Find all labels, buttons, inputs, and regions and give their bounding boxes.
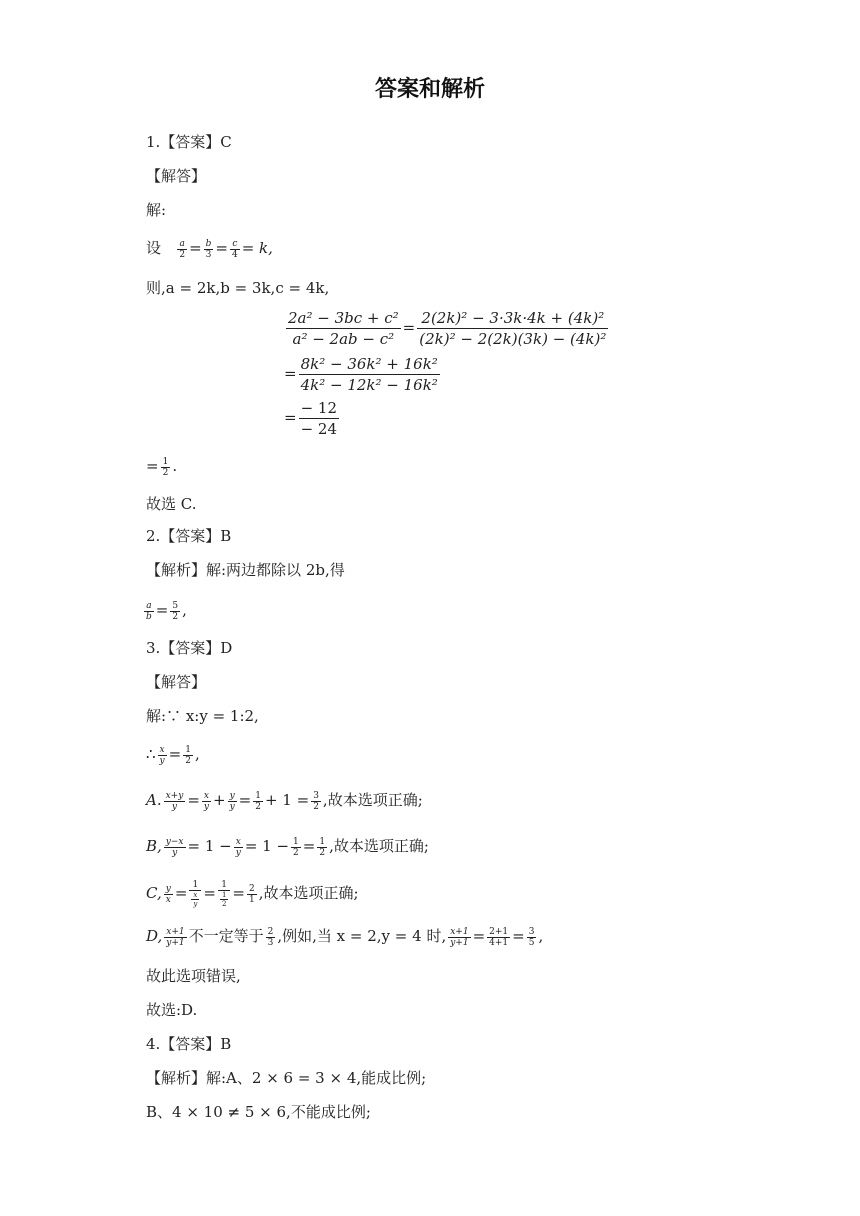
q1-jie: 解: bbox=[146, 201, 167, 219]
q1-step2: = $\frac{\text{8k² − 36k² + 16k²}}{\text{4k² − 12k² − 16k²}}$ bbox=[284, 355, 438, 394]
q3-option-c: C, $\frac{y}{x}$ = $\frac{1}{\frac{x}{y}}$ = $\frac{1}{\frac{1}{2}}$ = $\frac{2}{1}$ ,故本选项正确; bbox=[146, 880, 359, 908]
fraction-step3: $\frac{- 12}{- 24}$ bbox=[300, 399, 338, 438]
q3-d-note: 故此选项错误, bbox=[146, 967, 241, 985]
q2-analysis: 【解析】解:两边都除以 2b,得 bbox=[146, 561, 345, 579]
q3-jieda-label: 【解答】 bbox=[146, 673, 207, 691]
q1-let-rhs: = k, bbox=[241, 239, 273, 257]
fraction-step1-rhs: $\frac{\text{2(2k)² − 3·3k·4k + (4k)²}}{\text{(2k)² − 2(2k)(3k) − (4k)²}}$ bbox=[419, 309, 607, 348]
q3-option-a: A. $\frac{x+y}{y}$ = $\frac{x}{y}$ + $\frac{y}{y}$ = $\frac{1}{2}$ + 1 = $\frac{3}{2}$ ,故本选项正确; bbox=[146, 790, 423, 812]
fraction-1-over-2: $\frac{1}{2}$ bbox=[162, 456, 169, 478]
fraction-step2: $\frac{\text{8k² − 36k² + 16k²}}{\text{4k² − 12k² − 16k²}}$ bbox=[300, 355, 438, 394]
q1-let-line: 设 $\frac{a}{2}$ = $\frac{b}{3}$ = $\frac{c}{4}$ = k, bbox=[146, 238, 273, 260]
q1-jieda-label: 【解答】 bbox=[146, 167, 207, 185]
q1-she: 设 bbox=[146, 239, 162, 257]
fraction-c-over-4: $\frac{c}{4}$ bbox=[231, 238, 238, 260]
q1-conclusion: 故选 C. bbox=[146, 495, 197, 513]
q1-step1: $\frac{\text{2a² − 3bc + c²}}{\text{a² − 2ab − c²}}$ = $\frac{\text{2(2k)² − 3·3k·4k + (4k)²}}{\text{(2k)² − 2(2k)(3k) − (4k)²}}$ bbox=[288, 309, 607, 348]
fraction-5-over-2: $\frac{5}{2}$ bbox=[172, 600, 179, 622]
q4-answer: 4.【答案】B bbox=[146, 1035, 232, 1053]
q3-premise: 解:∵ x:y = 1:2, bbox=[146, 707, 259, 725]
q3-answer: 3.【答案】D bbox=[146, 639, 233, 657]
fraction-b-over-3: $\frac{b}{3}$ bbox=[205, 238, 212, 260]
q4-line-a: 【解析】解:A、2 × 6 = 3 × 4,能成比例; bbox=[146, 1069, 427, 1087]
q1-then: 则,a = 2k,b = 3k,c = 4k, bbox=[146, 279, 330, 297]
q3-option-d: D, $\frac{x+1}{y+1}$ 不一定等于 $\frac{2}{3}$ ,例如,当 x = 2,y = 4 时, $\frac{x+1}{y+1}$ = $\frac{2+1}{4+1}$ = $\frac{3}{5}$ , bbox=[146, 926, 544, 948]
q3-conclusion: 故选:D. bbox=[146, 1001, 198, 1019]
page-title: 答案和解析 bbox=[374, 77, 485, 102]
fraction-a-over-b: $\frac{a}{b}$ bbox=[146, 600, 152, 622]
q1-answer: 1.【答案】C bbox=[146, 133, 232, 151]
fraction-a-over-2: $\frac{a}{2}$ bbox=[179, 238, 186, 260]
q2-result: $\frac{a}{b}$ = $\frac{5}{2}$ , bbox=[146, 600, 187, 622]
q3-therefore: ∴ $\frac{x}{y}$ = $\frac{1}{2}$ , bbox=[146, 744, 200, 766]
fraction-step1-lhs: $\frac{\text{2a² − 3bc + c²}}{\text{a² − 2ab − c²}}$ bbox=[288, 309, 399, 348]
q1-step3: = $\frac{- 12}{- 24}$ bbox=[284, 399, 338, 438]
q1-result: = $\frac{1}{2}$ . bbox=[146, 456, 178, 478]
q4-line-b: B、4 × 10 ≠ 5 × 6,不能成比例; bbox=[146, 1103, 371, 1121]
q2-answer: 2.【答案】B bbox=[146, 527, 232, 545]
q3-option-b: B, $\frac{y-x}{y}$ = 1 − $\frac{x}{y}$ = 1 − $\frac{1}{2}$ = $\frac{1}{2}$ ,故本选项正确; bbox=[146, 836, 429, 858]
